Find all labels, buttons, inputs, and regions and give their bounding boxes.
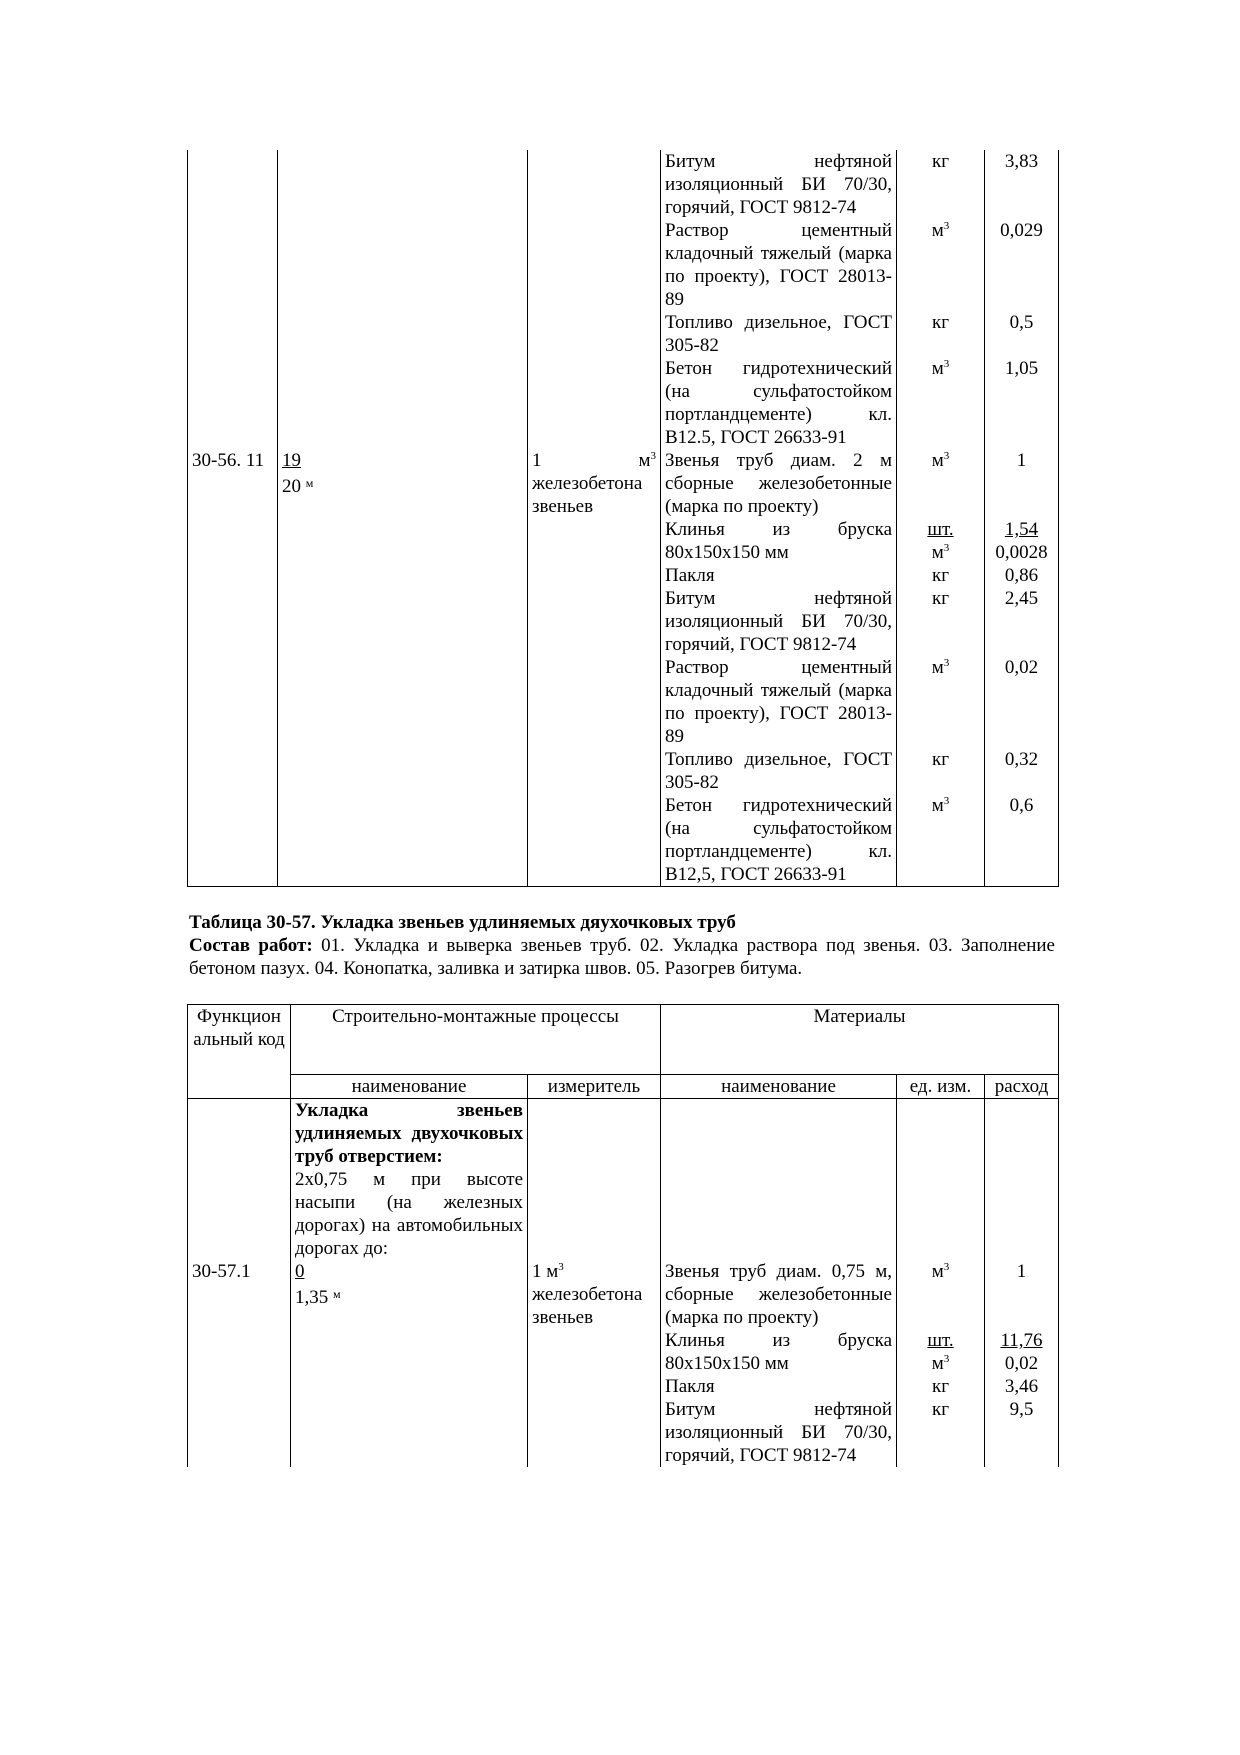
unit-cell: $м^3$ <box>897 357 985 449</box>
material-name: Топливо дизельное, ГОСТ 305-82 <box>661 748 897 794</box>
table-row <box>188 794 1059 887</box>
work-composition <box>189 934 1055 980</box>
subheader-row <box>188 1075 1059 1099</box>
amount-cell: 0,029 <box>985 219 1059 311</box>
amount-cell: 0,32 <box>985 748 1059 794</box>
composition-label: Состав работ: <box>189 935 313 956</box>
unit-cell: шт. $м^3$ <box>897 518 985 564</box>
function-code: 30-57.1 <box>188 1260 291 1329</box>
material-name: Битум нефтяной изоляционный БИ 70/30, горячий, ГОСТ 9812-74 <box>661 150 897 219</box>
table-row <box>188 656 1059 748</box>
table-row <box>188 311 1059 357</box>
height-range: 19 20 $^м$ <box>278 449 528 518</box>
material-name: Звенья труб диам. 0,75 м, сборные железобетонные (марка по проекту) <box>661 1260 897 1329</box>
unit-cell: кг <box>897 1375 985 1398</box>
table-row <box>188 219 1059 311</box>
amount-cell: 11,76 0,02 <box>985 1329 1059 1375</box>
height-range: 0 1,35 $^м$ <box>291 1260 528 1329</box>
amount-cell: 3,83 <box>985 150 1059 219</box>
table-row <box>188 150 1059 219</box>
table-row <box>188 357 1059 449</box>
header-name: наименование <box>291 1075 528 1099</box>
material-name: Битум нефтяной изоляционный БИ 70/30, горячий, ГОСТ 9812-74 <box>661 1398 897 1467</box>
unit-cell: кг <box>897 311 985 357</box>
table-row <box>188 587 1059 656</box>
unit-cell: кг <box>897 564 985 587</box>
unit-cell: $м^3$ <box>897 656 985 748</box>
table-row <box>188 748 1059 794</box>
amount-cell: 2,45 <box>985 587 1059 656</box>
unit-cell: кг <box>897 150 985 219</box>
unit-cell: кг <box>897 587 985 656</box>
unit-cell: кг <box>897 748 985 794</box>
header-processes: Строительно-монтажные процессы <box>291 1005 661 1075</box>
material-name: Раствор цементный кладочный тяжелый (марка по проекту), ГОСТ 28013-89 <box>661 656 897 748</box>
group-row <box>188 1099 1059 1261</box>
unit-cell: $м^3$ <box>897 219 985 311</box>
material-name: Бетон гидротехнический (на сульфатостойком портландцементе) кл. В12.5, ГОСТ 26633-91 <box>661 357 897 449</box>
table-row <box>188 518 1059 564</box>
header-row <box>188 1005 1059 1075</box>
amount-cell: 1 <box>985 1260 1059 1329</box>
header-materials: Материалы <box>661 1005 1059 1075</box>
header-unit: ед. изм. <box>897 1075 985 1099</box>
material-name: Клинья из бруска 80х150х150 мм <box>661 1329 897 1375</box>
materials-table-continued <box>187 150 1059 887</box>
function-code: 30-56. 11 <box>188 449 278 518</box>
amount-cell: 3,46 <box>985 1375 1059 1398</box>
amount-cell: 1,54 0,0028 <box>985 518 1059 564</box>
unit-cell: кг <box>897 1398 985 1467</box>
table-row <box>188 1329 1059 1375</box>
table-row-entry <box>188 1260 1059 1329</box>
composition-text: 01. Укладка и выверка звеньев труб. 02. Укладка раствора под звенья. 03. Заполнение бетоном пазух. 04. Конопатка, заливка и затирка швов. 05. Разогрев битума. <box>189 935 1055 979</box>
material-name: Бетон гидротехнический (на сульфатостойком портландцементе) кл. В12,5, ГОСТ 26633-91 <box>661 794 897 887</box>
table-row <box>188 1398 1059 1467</box>
amount-cell: 0,6 <box>985 794 1059 887</box>
header-func-code: Функцион альный код <box>188 1005 291 1099</box>
table-title: Таблица 30-57. Укладка звеньев удлиняемых дяухочковых труб <box>189 912 736 933</box>
amount-cell: 0,02 <box>985 656 1059 748</box>
amount-cell: 1 <box>985 449 1059 518</box>
amount-cell: 0,86 <box>985 564 1059 587</box>
header-amount: расход <box>985 1075 1059 1099</box>
group-description: 2х0,75 м при высоте насыпи (на железных дорогах) на автомобильных дорогах до: <box>295 1169 523 1259</box>
material-name: Раствор цементный кладочный тяжелый (марка по проекту), ГОСТ 28013-89 <box>661 219 897 311</box>
table-row <box>188 564 1059 587</box>
amount-cell: 1,05 <box>985 357 1059 449</box>
material-name: Пакля <box>661 1375 897 1398</box>
amount-cell: 0,5 <box>985 311 1059 357</box>
unit-cell: шт. $м^3$ <box>897 1329 985 1375</box>
meter-cell: 1 $м^3$ железобетона звеньев <box>528 1260 661 1329</box>
group-title: Укладка звеньев удлиняемых двухочковых труб отверстием: <box>295 1100 523 1167</box>
table-row-entry <box>188 449 1059 518</box>
header-meter: измеритель <box>528 1075 661 1099</box>
meter-cell: 1 $м^3$ железобетона звеньев <box>528 449 661 518</box>
material-name: Пакля <box>661 564 897 587</box>
material-name: Клинья из бруска 80х150х150 мм <box>661 518 897 564</box>
table-row <box>188 1375 1059 1398</box>
header-mat-name: наименование <box>661 1075 897 1099</box>
material-name: Топливо дизельное, ГОСТ 305-82 <box>661 311 897 357</box>
amount-cell: 9,5 <box>985 1398 1059 1467</box>
unit-cell: $м^3$ <box>897 794 985 887</box>
material-name: Битум нефтяной изоляционный БИ 70/30, горячий, ГОСТ 9812-74 <box>661 587 897 656</box>
materials-table-30-57 <box>187 1004 1059 1467</box>
unit-cell: $м^3$ <box>897 1260 985 1329</box>
unit-cell: $м^3$ <box>897 449 985 518</box>
table-heading <box>189 911 1055 980</box>
group-cell <box>291 1099 528 1261</box>
material-name: Звенья труб диам. 2 м сборные железобетонные (марка по проекту) <box>661 449 897 518</box>
